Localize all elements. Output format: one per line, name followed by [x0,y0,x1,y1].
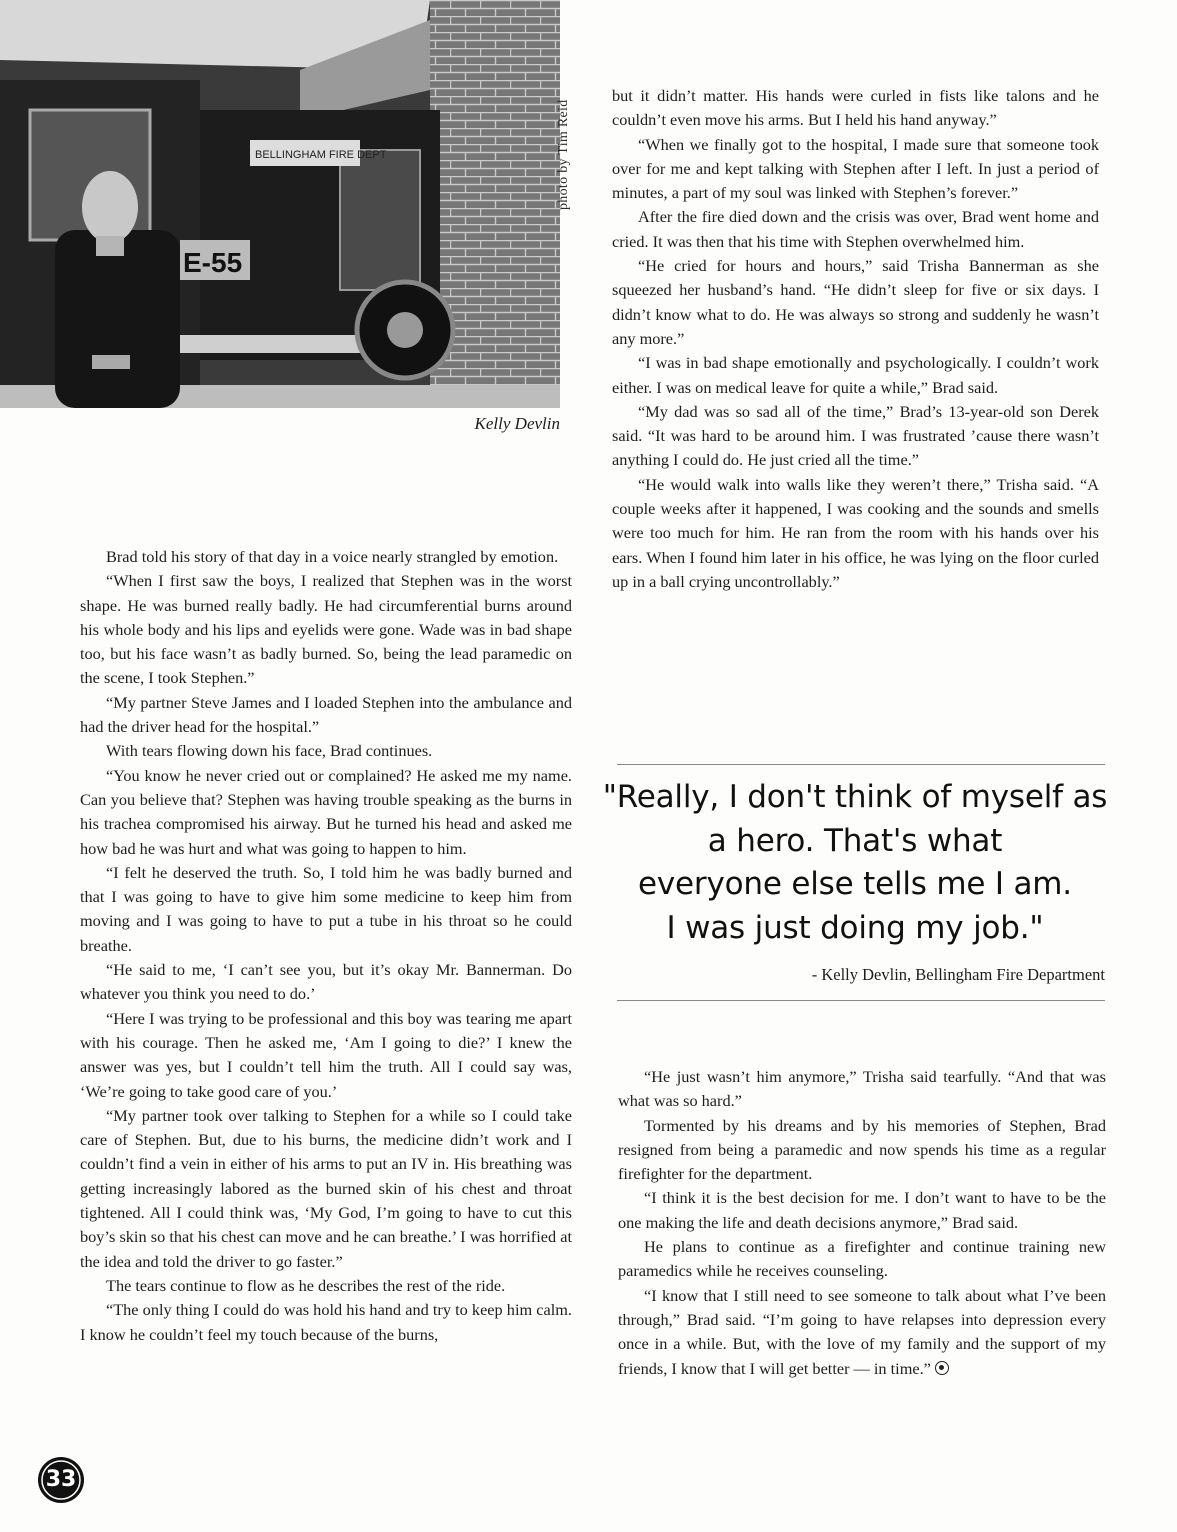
paragraph: After the fire died down and the crisis was over, Brad went home and cried. It was then that his time with Stephen overwhelmed him. [612,207,1099,251]
truck-label: E-55 [183,247,243,278]
paragraph: With tears flowing down his face, Brad continues. [106,741,433,761]
pull-quote-line: "Really, I don't think of myself as [602,779,1108,815]
firefighter-photo [0,0,560,408]
paragraph: “He just wasn’t him anymore,” Trisha said tearfully. “And that was what was so hard.” [618,1067,1106,1111]
pull-quote-line: everyone else tells me I am. [638,866,1072,902]
paragraph: “My dad was so sad all of the time,” Brad’s 13-year-old son Derek said. “It was hard to be around him. I was frustrated ’cause there wasn’t anything I could do. He just cried all the time.” [612,401,1099,470]
paragraph: “You know he never cried out or complained? He asked me my name. Can you believe that? Stephen was having trouble speaking as the burns in his trachea compromised his airway. But he turned his head and asked me how bad he was hurt and what was going to happen to him. [80,765,572,858]
paragraph: The tears continue to flow as he describes the rest of the ride. [106,1275,506,1295]
paragraph: “My partner took over talking to Stephen for a while so I could take care of Stephen. But, due to his burns, the medicine didn’t work and I couldn’t find a vein in either of his arms to put an IV in. His breathing was getting increasingly labored as the burned skin of his chest and throat tightened. All I could think was, ‘My God, I’m going to have to cut this boy’s skin so that his chest can move and he can breathe.’ I was horrified at the idea and told the driver to go faster.” [80,1105,572,1271]
photo-credit: photo by Tim Reid [556,99,571,210]
quote-rule-bottom [617,1000,1105,1001]
paragraph-text: “I know that I still need to see someone to talk about what I’ve been through,” Brad said. “I’m going to have relapses into depression every once in a while. But, with the love of my family and the support of my friends, I know that I will get better — in time.” [618,1285,1106,1378]
paragraph: “The only thing I could do was hold his hand and try to keep him calm. I know he couldn’t feel my touch because of the burns, [80,1300,572,1344]
photo-caption: Kelly Devlin [474,414,560,433]
page-number: 33 [45,1467,77,1492]
paragraph: “I felt he deserved the truth. So, I told him he was badly burned and that I was going to have to give him some medicine to keep him from moving and I was going to have to put a tube in his throat so he could breathe. [80,862,572,955]
paragraph: “He would walk into walls like they weren’t there,” Trisha said. “A couple weeks after it happened, I was cooking and the sounds and smells were too much for him. He ran from the room with his hands over his ears. When I found him later in his office, he was lying on the floor curled up in a ball crying uncontrollably.” [612,474,1099,591]
paragraph: but it didn’t matter. His hands were curled in fists like talons and he couldn’t even move his arms. But I held his hand anyway.” [612,86,1099,130]
paragraph: “I think it is the best decision for me. I don’t want to have to be the one making the life and death decisions anymore,” Brad said. [618,1188,1106,1232]
quote-rule-top [617,764,1105,765]
right-column-bottom [618,1065,1106,1381]
paragraph: “He said to me, ‘I can’t see you, but it’s okay Mr. Bannerman. Do whatever you think you need to do.’ [80,960,572,1004]
paragraph: “When we finally got to the hospital, I made sure that someone took over for me and kept talking with Stephen after I left. In just a period of minutes, a part of my soul was linked with Stephen’s forever.” [612,134,1099,203]
paragraph: Tormented by his dreams and by his memories of Stephen, Brad resigned from being a paramedic and now spends his time as a regular firefighter for the department. [618,1115,1106,1184]
pull-quote-line: a hero. That's what [707,822,1003,859]
truck-door-text: BELLINGHAM FIRE DEPT [255,149,387,161]
right-column-top [612,84,1099,594]
pull-quote-line: I was just doing my job." [666,909,1044,946]
paragraph: “I was in bad shape emotionally and psychologically. I couldn’t work either. I was on medical leave for quite a while,” Brad said. [612,353,1099,397]
paragraph: “He cried for hours and hours,” said Trisha Bannerman as she squeezed her husband’s hand. “He didn’t sleep for five or six days. I didn’t know what to do. He was always so strong and suddenly he wasn’t any more.” [612,256,1099,348]
pull-quote-attribution: - Kelly Devlin, Bellingham Fire Department [811,965,1105,984]
end-of-story-icon [935,1361,949,1375]
paragraph: Brad told his story of that day in a voice nearly strangled by emotion. [106,547,559,566]
left-column [80,545,572,1347]
paragraph: “Here I was trying to be professional and this boy was tearing me apart with his courage. Then he asked me, ‘Am I going to die?’ I knew the answer was yes, but I couldn’t tell him the truth. All I could say was, ‘We’re going to take good care of you.’ [80,1008,572,1101]
paragraph: “My partner Steve James and I loaded Stephen into the ambulance and had the driver head for the hospital.” [80,692,572,737]
paragraph: “When I first saw the boys, I realized that Stephen was in the worst shape. He was burned really badly. He had circumferential burns around his whole body and his lips and eyelids were gone. Wade was in bad shape too, but his face wasn’t as badly burned. So, being the lead paramedic on the scene, I took Stephen.” [80,571,572,688]
paragraph: He plans to continue as a firefighter and continue training new paramedics while he receives counseling. [618,1237,1106,1281]
paragraph [618,1284,1106,1381]
pull-quote [600,776,1110,950]
